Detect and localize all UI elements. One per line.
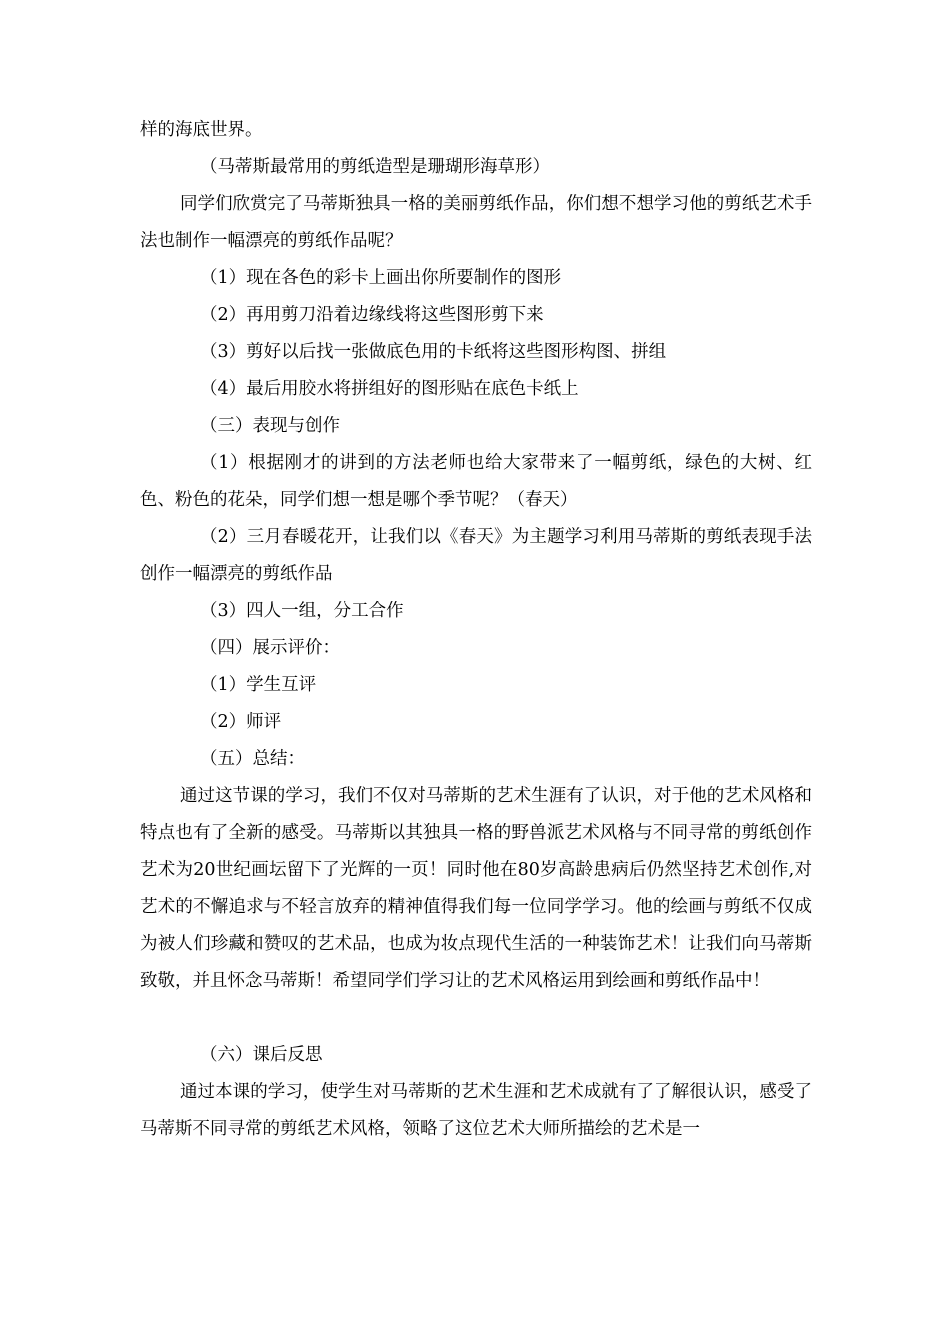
paragraph-sea-world-ending: 样的海底世界。 bbox=[140, 120, 263, 140]
section-heading-summary: （五）总结： bbox=[200, 749, 305, 769]
blank-line bbox=[140, 1000, 812, 1037]
document-body bbox=[140, 112, 812, 1148]
creation-item-3: （3）四人一组，分工合作 bbox=[200, 601, 404, 621]
creation-item-2: （2）三月春暖花开，让我们以《春天》为主题学习利用马蒂斯的剪纸表现手法创作一幅漂亮的剪纸作品 bbox=[140, 527, 812, 584]
creation-item-1: （1）根据刚才的讲到的方法老师也给大家带来了一幅剪纸，绿色的大树、红色、粉色的花朵，同学们想一想是哪个季节呢？（春天） bbox=[140, 453, 812, 510]
section-heading-display-evaluation: （四）展示评价： bbox=[200, 638, 340, 658]
paragraph-appreciation-question: 同学们欣赏完了马蒂斯独具一格的美丽剪纸作品，你们想不想学习他的剪纸艺术手法也制作一幅漂亮的剪纸作品呢？ bbox=[140, 194, 812, 251]
evaluation-item-1: （1）学生互评 bbox=[200, 675, 317, 695]
evaluation-item-2: （2）师评 bbox=[200, 712, 282, 732]
step-1-draw-shapes: （1）现在各色的彩卡上画出你所要制作的图形 bbox=[200, 268, 562, 288]
section-heading-reflection: （六）课后反思 bbox=[200, 1045, 323, 1065]
paragraph-reflection-body: 通过本课的学习，使学生对马蒂斯的艺术生涯和艺术成就有了了解很认识，感受了马蒂斯不同寻常的剪纸艺术风格，领略了这位艺术大师所描绘的艺术是一 bbox=[140, 1082, 812, 1139]
paragraph-cutout-shapes-note: （马蒂斯最常用的剪纸造型是珊瑚形海草形） bbox=[200, 157, 550, 177]
paragraph-summary-body: 通过这节课的学习，我们不仅对马蒂斯的艺术生涯有了认识，对于他的艺术风格和特点也有了全新的感受。马蒂斯以其独具一格的野兽派艺术风格与不同寻常的剪纸创作艺术为20世纪画坛留下了光辉的一页！同时他在80岁高龄患病后仍然坚持艺术创作,对艺术的不懈追求与不轻言放弃的精神值得我们每一位同学学习。他的绘画与剪纸不仅成为被人们珍藏和赞叹的艺术品，也成为妆点现代生活的一种装饰艺术！让我们向马蒂斯致敬，并且怀念马蒂斯！希望同学们学习让的艺术风格运用到绘画和剪纸作品中！ bbox=[140, 786, 812, 991]
step-2-cut-shapes: （2）再用剪刀沿着边缘线将这些图形剪下来 bbox=[200, 305, 544, 325]
section-heading-expression-creation: （三）表现与创作 bbox=[200, 416, 340, 436]
step-4-glue-shapes: （4）最后用胶水将拼组好的图形贴在底色卡纸上 bbox=[200, 379, 579, 399]
step-3-compose-shapes: （3）剪好以后找一张做底色用的卡纸将这些图形构图、拼组 bbox=[200, 342, 667, 362]
